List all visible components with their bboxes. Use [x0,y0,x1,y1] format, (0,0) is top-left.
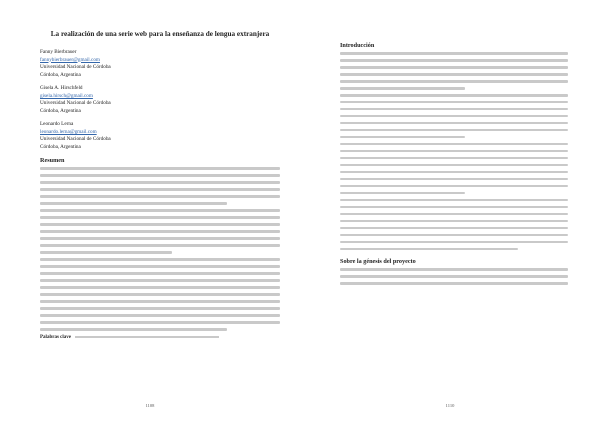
author-institution: Universidad Nacional de Córdoba [40,100,111,107]
page-number: 1110 [445,403,455,408]
author-email[interactable]: fannybierbrauer@gmail.com [40,56,100,63]
author-name: Gisela A. Hirschfeld [40,85,83,92]
introduction-heading: Introducción [340,42,375,49]
author-name: Fanny Bierbrauer [40,49,77,55]
right-page [300,0,600,424]
author-name: Leonardo Lerna [40,121,74,128]
body-paragraph [340,94,568,139]
keywords-label: Palabras clave [40,335,71,340]
author-block [40,49,280,79]
author-location: Córdoba, Argentina [40,143,81,150]
genesis-heading: Sobre la génesis del proyecto [340,258,416,266]
abstract-paragraph [40,167,280,205]
author-institution: Universidad Nacional de Córdoba [40,64,111,71]
author-location: Córdoba, Argentina [40,71,81,78]
body-paragraph [340,268,568,285]
paper-title: La realización de una serie web para la enseñanza de lengua extranjera [50,30,270,38]
author-email[interactable]: leonardo.lerna@gmail.com [40,128,97,135]
body-paragraph [340,143,568,194]
author-block [40,121,280,151]
body-paragraph [340,52,568,90]
keywords-line [40,335,280,340]
page-number: 1108 [145,403,155,408]
abstract-paragraph [40,314,280,331]
body-paragraph [340,199,568,250]
author-location: Córdoba, Argentina [40,107,81,114]
abstract-paragraph [40,209,280,254]
author-block [40,85,280,115]
abstract-heading: Resumen [40,157,65,165]
author-email[interactable]: gisela.hirsch@gmail.com [40,92,93,99]
abstract-paragraph [40,258,280,309]
author-institution: Universidad Nacional de Córdoba [40,136,111,143]
